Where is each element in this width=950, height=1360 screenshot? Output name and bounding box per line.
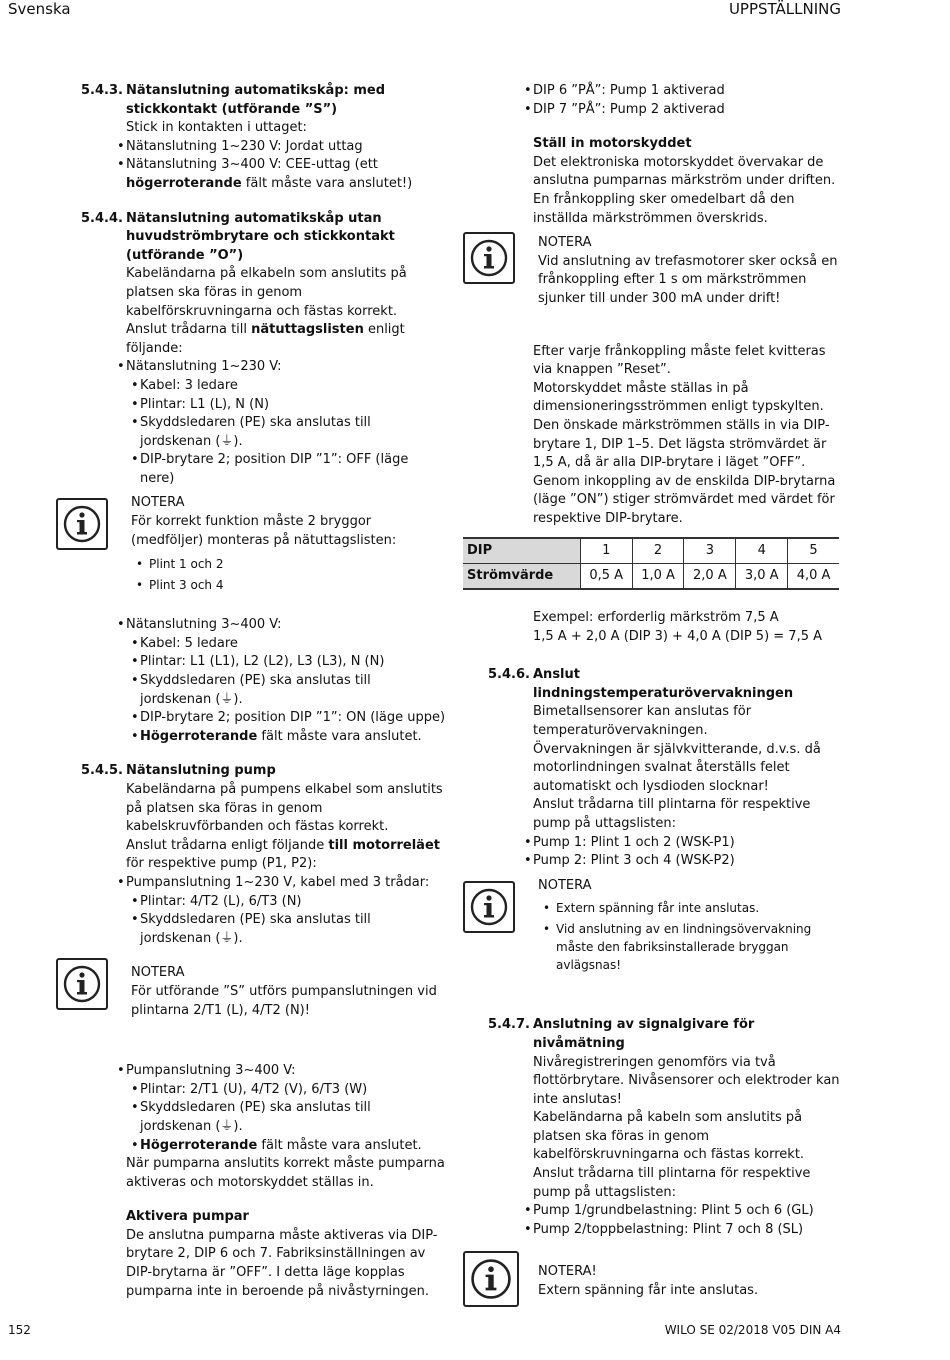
list-item: • Pump 2/toppbelastning: Plint 7 och 8 (SL) — [533, 1221, 843, 1240]
list-item: • Skyddsledaren (PE) ska anslutas till jordskenan (⏚). — [140, 672, 446, 709]
example-line: Exempel: erforderlig märkström 7,5 A — [533, 610, 779, 625]
section-title: Nätanslutning automatikskåp: med stickkontakt (utförande ”S”) — [126, 83, 386, 117]
table-cell: 3 — [684, 538, 736, 564]
table-cell: 1,0 A — [632, 564, 684, 590]
paragraph: Den önskade märkströmmen ställs in via DIP-brytare 1, DIP 1–5. Det lägsta strömvärdet är 1,5 A, då är alla DIP-brytare i läget ”OFF”. Genom inkoppling av de enskilda DIP-brytarna (läge ”ON”) stiger strömvärdet med värdet för respektive DIP-brytare. — [533, 417, 836, 526]
note-block — [533, 1263, 843, 1300]
paragraph: Övervakningen är självkvitterande, d.v.s. då motorlindningen svalnat återställs felet automatiskt och lysdioden slocknar! — [533, 741, 821, 794]
header-language: Svenska — [8, 0, 71, 18]
table-cell: 3,0 A — [736, 564, 788, 590]
paragraph: Anslut trådarna till nätuttagslisten enligt följande: — [126, 322, 405, 356]
section-title: Anslutning av signalgivare för nivåmätning — [533, 1017, 755, 1051]
table-cell: 4,0 A — [788, 564, 839, 590]
section-5-4-6 — [488, 666, 843, 974]
note-block — [533, 234, 843, 308]
list-item: • Pumpanslutning 1~230 V, kabel med 3 trådar: • Plintar: 4/T2 (L), 6/T3 (N) • Skyddsledaren (PE) ska anslutas till jordskenan (⏚). — [126, 874, 446, 948]
header-chapter: UPPSTÄLLNING — [728, 0, 841, 18]
note-item: • Extern spänning får inte anslutas. — [556, 899, 843, 917]
list-item: • DIP-brytare 2; position DIP ”1”: OFF (läge nere) — [140, 451, 446, 488]
table-cell: 5 — [788, 538, 839, 564]
paragraph: Motorskyddet måste ställas in på dimensioneringsströmmen enligt typskylten. — [533, 380, 824, 415]
section-5-4-4 — [81, 210, 446, 747]
paragraph: Stick in kontakten i uttaget: — [126, 120, 307, 136]
paragraph: Nivåregistreringen genomförs via två flottörbrytare. Nivåsensorer och elektroder kan inte anslutas! — [533, 1054, 840, 1107]
list-item: • Plintar: L1 (L), N (N) — [140, 396, 446, 415]
paragraph: Bimetallsensorer kan anslutas för temperaturövervakningen. — [533, 704, 752, 738]
note-label: NOTERA — [131, 965, 185, 981]
section-number: 5.4.3. — [81, 83, 123, 98]
info-icon — [56, 958, 108, 1010]
list-item: • Kabel: 5 ledare — [140, 635, 446, 654]
table-row — [463, 564, 839, 590]
info-icon — [463, 232, 515, 284]
paragraph: Anslut trådarna till plintarna för respektive pump på uttagslisten: — [533, 1166, 811, 1200]
table-cell: 4 — [736, 538, 788, 564]
list-item: • DIP-brytare 2; position DIP ”1”: ON (läge uppe) — [140, 709, 446, 728]
subsection-title: Aktivera pumpar — [126, 1209, 249, 1225]
footer-document-id: WILO SE 02/2018 V05 DIN A4 — [664, 1323, 841, 1337]
paragraph: Anslut trådarna till plintarna för respektive pump på uttagslisten: — [533, 797, 811, 831]
note-label: NOTERA! — [538, 1264, 597, 1280]
list-item: • Skyddsledaren (PE) ska anslutas till jordskenan (⏚). — [140, 414, 446, 451]
note-label: NOTERA — [538, 235, 592, 251]
right-column — [533, 82, 843, 528]
info-icon — [463, 881, 515, 933]
section-number: 5.4.4. — [81, 210, 123, 226]
section-number: 5.4.7. — [488, 1017, 530, 1033]
paragraph: De anslutna pumparna måste aktiveras via DIP-brytare 2, DIP 6 och 7. Fabriksinställningen av DIP-brytarna är ”OFF”. I detta läge kopplas pumparna inte in beroende på nivåstyrningen. — [126, 1227, 438, 1299]
section-title: Nätanslutning automatikskåp utan huvudströmbrytare och stickkontakt (utförande ”O”) — [126, 210, 395, 263]
list-item: • Nätanslutning 1~230 V: Jordat uttag — [126, 138, 446, 157]
note-block — [126, 494, 446, 596]
paragraph: Kabeländarna på pumpens elkabel som anslutits på platsen ska föras in genom kabelskruvförbanden och fästas korrekt. — [126, 782, 443, 835]
section-5-4-5 — [81, 762, 446, 1301]
list-item: • Plintar: 4/T2 (L), 6/T3 (N) — [140, 893, 446, 912]
left-column — [81, 82, 446, 1301]
paragraph: Efter varje frånkoppling måste felet kvitteras via knappen ”Reset”. — [533, 343, 826, 378]
list-item: • Pumpanslutning 3~400 V: • Plintar: 2/T1 (U), 4/T2 (V), 6/T3 (W) • Skyddsledaren (PE) ska anslutas till jordskenan (⏚). • Högerroterande fält måste vara anslutet. — [126, 1062, 446, 1155]
list-item: • DIP 6 ”PÅ”: Pump 1 aktiverad — [533, 82, 843, 101]
subsection-title: Ställ in motorskyddet — [533, 136, 692, 152]
section-title: Anslut lindningstemperaturövervakningen — [533, 667, 794, 701]
list-item: • Högerroterande fält måste vara anslutet. — [140, 1137, 446, 1156]
list-item: • Nätanslutning 1~230 V: • Kabel: 3 ledare • Plintar: L1 (L), N (N) • Skyddsledaren (PE) ska anslutas till jordskenan (⏚). • DIP-brytare 2; position DIP ”1”: OFF (läge nere) — [126, 358, 446, 488]
page-number: 152 — [8, 1323, 31, 1337]
list-item: • Högerroterande fält måste vara anslutet. — [140, 728, 446, 747]
info-icon — [56, 498, 108, 550]
list-item: • DIP 7 ”PÅ”: Pump 2 aktiverad — [533, 101, 843, 120]
section-number: 5.4.6. — [488, 667, 530, 683]
info-icon — [463, 1251, 519, 1307]
note-block — [533, 877, 843, 975]
note-item: • Plint 1 och 2 — [149, 554, 446, 575]
note-text: För utförande ”S” utförs pumpanslutningen vid plintarna 2/T1 (L), 4/T2 (N)! — [131, 983, 437, 1018]
paragraph: När pumparna anslutits korrekt måste pumparna aktiveras och motorskyddet ställas in. — [126, 1156, 445, 1190]
paragraph: Anslut trådarna enligt följande till motorreläet för respektive pump (P1, P2): — [126, 837, 440, 872]
paragraph: Det elektroniska motorskyddet övervakar de anslutna pumparnas märkström under driften. En frånkoppling sker omedelbart då den inställda märkströmmen överskrids. — [533, 154, 836, 226]
note-label: NOTERA — [538, 877, 592, 893]
section-5-4-7 — [488, 1016, 843, 1300]
note-label: NOTERA — [131, 495, 185, 511]
list-item: • Pump 1: Plint 1 och 2 (WSK-P1) — [533, 834, 843, 853]
list-item: • Plintar: L1 (L1), L2 (L2), L3 (L3), N (N) — [140, 653, 446, 672]
paragraph: Kabeländarna på elkabeln som anslutits på platsen ska föras in genom kabelförskruvningarna och fästas korrekt. — [126, 266, 407, 319]
note-text: För korrekt funktion måste 2 bryggor (medföljer) monteras på nätuttagslisten: — [131, 514, 397, 548]
section-title: Nätanslutning pump — [126, 763, 276, 779]
list-item: • Pump 2: Plint 3 och 4 (WSK-P2) — [533, 852, 843, 871]
list-item: • Nätanslutning 3~400 V: • Kabel: 5 ledare • Plintar: L1 (L1), L2 (L2), L3 (L3), N (N) • Skyddsledaren (PE) ska anslutas till jordskenan (⏚). • DIP-brytare 2; position DIP ”1”: ON (läge uppe) • Högerroterande fält måste vara anslutet. — [126, 616, 446, 746]
table-cell: 2,0 A — [684, 564, 736, 590]
note-item: • Plint 3 och 4 — [149, 575, 446, 596]
table-cell: 0,5 A — [580, 564, 632, 590]
list-item: • Plintar: 2/T1 (U), 4/T2 (V), 6/T3 (W) — [140, 1081, 446, 1100]
note-text: Vid anslutning av trefasmotorer sker också en frånkoppling efter 1 s om märkströmmen sjunker till under 300 mA under drift! — [538, 253, 838, 306]
table-header-cell: Strömvärde — [463, 564, 580, 590]
table-header-cell: DIP — [463, 538, 580, 564]
dip-current-table — [463, 537, 839, 590]
section-5-4-3 — [81, 82, 446, 194]
list-item: • Kabel: 3 ledare — [140, 377, 446, 396]
note-text: Extern spänning får inte anslutas. — [538, 1283, 759, 1299]
note-block — [126, 964, 446, 1020]
table-row — [463, 538, 839, 564]
example-line: 1,5 A + 2,0 A (DIP 3) + 4,0 A (DIP 5) = 7,5 A — [533, 628, 822, 644]
table-cell: 2 — [632, 538, 684, 564]
paragraph: Kabeländarna på kabeln som anslutits på platsen ska föras in genom kabelförskruvningarna och fästas korrekt. — [533, 1110, 805, 1163]
table-cell: 1 — [580, 538, 632, 564]
note-item: • Vid anslutning av en lindningsövervakning måste den fabriksinstallerade bryggan avlägsnas! — [556, 920, 843, 974]
right-column-lower — [488, 609, 843, 1301]
section-number: 5.4.5. — [81, 763, 123, 779]
list-item: • Skyddsledaren (PE) ska anslutas till jordskenan (⏚). — [140, 911, 446, 948]
list-item: • Pump 1/grundbelastning: Plint 5 och 6 (GL) — [533, 1202, 843, 1221]
list-item: • Skyddsledaren (PE) ska anslutas till jordskenan (⏚). — [140, 1099, 446, 1136]
list-item: • Nätanslutning 3~400 V: CEE-uttag (ett högerroterande fält måste vara anslutet!) — [126, 156, 446, 193]
